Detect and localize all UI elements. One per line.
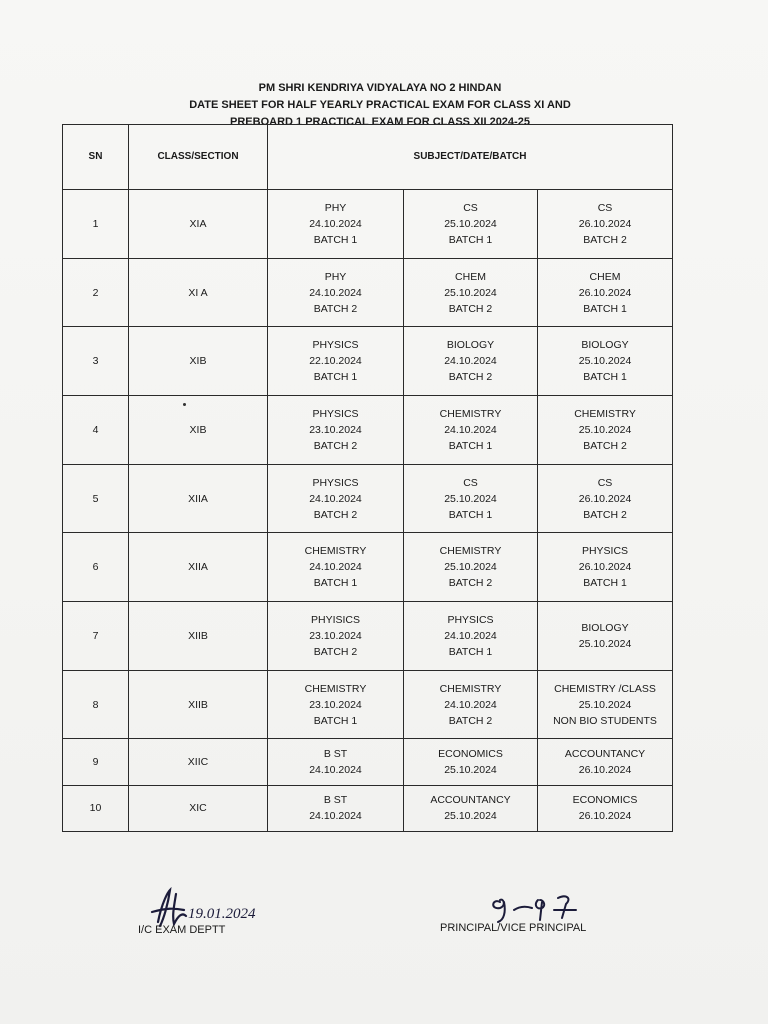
batch-text: BATCH 2 xyxy=(448,371,493,384)
subject-text: CHEM xyxy=(455,270,486,283)
batch-text: BATCH 1 xyxy=(448,508,493,521)
exam-slot-cell xyxy=(268,785,404,831)
subject-text: CHEMISTRY xyxy=(439,682,502,695)
batch-text: BATCH 1 xyxy=(313,371,358,384)
class-section-cell: XIC xyxy=(129,785,268,831)
batch-text: BATCH 2 xyxy=(448,714,493,727)
exam-slot-cell xyxy=(268,670,404,739)
exam-slot-cell xyxy=(268,533,404,602)
subject-text: PHYSICS xyxy=(312,407,359,420)
date-sheet-table xyxy=(62,124,673,832)
class-section-cell: XIIA xyxy=(129,464,268,533)
class-section-cell: XI A xyxy=(129,258,268,327)
date-text: 24.10.2024 xyxy=(444,629,497,642)
sn-cell: 8 xyxy=(63,670,129,739)
subject-text: CHEMISTRY xyxy=(304,682,367,695)
sn-cell: 10 xyxy=(63,785,129,831)
table-row xyxy=(63,327,673,396)
exam-slot-cell xyxy=(538,670,673,739)
subject-text: PHYSICS xyxy=(447,613,494,626)
class-section-cell: XIB xyxy=(129,327,268,396)
table-row xyxy=(63,258,673,327)
sn-cell: 9 xyxy=(63,739,129,785)
subject-text: PHYSICS xyxy=(581,545,629,558)
date-text: 25.10.2024 xyxy=(578,423,632,436)
batch-text: BATCH 1 xyxy=(448,645,493,658)
batch-text: BATCH 2 xyxy=(583,439,627,452)
subject-text: BIOLOGY xyxy=(581,339,629,352)
date-text: 25.10.2024 xyxy=(444,810,497,823)
subject-text: CHEMISTRY xyxy=(304,545,367,558)
subject-text: CHEMISTRY xyxy=(439,407,502,420)
date-text: 24.10.2024 xyxy=(444,355,497,368)
date-text: 23.10.2024 xyxy=(309,629,362,642)
class-section-cell: XIIB xyxy=(129,602,268,671)
table-row xyxy=(63,190,673,259)
batch-text: NON BIO STUDENTS xyxy=(553,714,657,727)
batch-text: BATCH 1 xyxy=(313,577,358,590)
date-text: 24.10.2024 xyxy=(444,698,497,711)
date-text: 24.10.2024 xyxy=(309,492,362,505)
batch-text: BATCH 1 xyxy=(313,714,358,727)
batch-text: BATCH 2 xyxy=(448,577,493,590)
subject-text: PHY xyxy=(324,201,347,214)
date-text: 25.10.2024 xyxy=(444,217,497,230)
date-text: 26.10.2024 xyxy=(578,810,632,823)
exam-slot-cell xyxy=(404,327,538,396)
batch-text: BATCH 1 xyxy=(313,233,358,246)
subject-text: ECONOMICS xyxy=(572,794,638,807)
subject-text: CHEMISTRY xyxy=(574,407,636,420)
exam-slot-cell xyxy=(404,464,538,533)
sn-cell: 7 xyxy=(63,602,129,671)
exam-slot-cell xyxy=(404,258,538,327)
date-text: 24.10.2024 xyxy=(444,423,497,436)
batch-text: BATCH 2 xyxy=(583,233,627,246)
exam-slot-cell xyxy=(538,602,673,671)
school-name: PM SHRI KENDRIYA VIDYALAYA NO 2 HINDAN xyxy=(258,82,502,94)
subject-text: ACCOUNTANCY xyxy=(564,748,646,760)
sn-cell: 3 xyxy=(63,327,129,396)
column-header-class-section: CLASS/SECTION xyxy=(129,125,268,190)
subject-text: CS xyxy=(597,476,613,489)
date-text: 24.10.2024 xyxy=(309,810,362,823)
date-text: 26.10.2024 xyxy=(578,217,632,230)
date-text: 23.10.2024 xyxy=(309,423,362,436)
column-header-sn: SN xyxy=(63,125,129,190)
table-row xyxy=(63,396,673,465)
table-row xyxy=(63,464,673,533)
table-row xyxy=(63,533,673,602)
date-text: 26.10.2024 xyxy=(578,561,632,574)
date-text: 22.10.2024 xyxy=(309,355,362,368)
batch-text: BATCH 1 xyxy=(448,233,493,246)
batch-text: BATCH 2 xyxy=(583,508,627,521)
exam-slot-cell xyxy=(268,396,404,465)
exam-slot-cell xyxy=(538,327,673,396)
exam-dept-label: I/C EXAM DEPTT xyxy=(138,924,226,936)
table-row xyxy=(63,785,673,831)
subject-text: CHEMISTRY xyxy=(439,545,502,558)
exam-slot-cell xyxy=(404,785,538,831)
sn-cell: 5 xyxy=(63,464,129,533)
date-text: 26.10.2024 xyxy=(578,286,632,299)
table-row xyxy=(63,670,673,739)
table-row xyxy=(63,602,673,671)
exam-slot-cell xyxy=(404,739,538,785)
table-row xyxy=(63,739,673,785)
date-text: 26.10.2024 xyxy=(578,764,632,776)
exam-slot-cell xyxy=(268,464,404,533)
date-text: 25.10.2024 xyxy=(578,637,632,650)
exam-slot-cell xyxy=(538,396,673,465)
title-line-1: DATE SHEET FOR HALF YEARLY PRACTICAL EXAM FOR CLASS XI AND xyxy=(189,99,571,111)
date-text: 25.10.2024 xyxy=(578,355,632,368)
subject-text: PHYSICS xyxy=(312,339,359,352)
date-text: 25.10.2024 xyxy=(578,698,632,711)
table-header-row xyxy=(63,125,673,190)
batch-text: BATCH 2 xyxy=(313,439,358,452)
batch-text: BATCH 1 xyxy=(583,577,627,590)
exam-slot-cell xyxy=(538,785,673,831)
date-text: 25.10.2024 xyxy=(444,561,497,574)
subject-text: PHY xyxy=(324,270,347,283)
subject-text: B ST xyxy=(323,748,348,760)
batch-text: BATCH 2 xyxy=(313,508,358,521)
exam-slot-cell xyxy=(404,190,538,259)
batch-text: BATCH 1 xyxy=(583,371,627,384)
exam-slot-cell xyxy=(268,739,404,785)
class-section-cell: XIIA xyxy=(129,533,268,602)
exam-slot-cell xyxy=(538,190,673,259)
principal-label: PRINCIPAL/VICE PRINCIPAL xyxy=(440,922,587,934)
column-header-subject-date-batch: SUBJECT/DATE/BATCH xyxy=(268,125,673,190)
subject-text: CHEMISTRY /CLASS xyxy=(554,682,656,695)
exam-slot-cell xyxy=(268,190,404,259)
batch-text: BATCH 1 xyxy=(448,439,493,452)
exam-slot-cell xyxy=(268,258,404,327)
exam-slot-cell xyxy=(404,533,538,602)
exam-slot-cell xyxy=(404,396,538,465)
subject-text: PHYISICS xyxy=(310,613,360,626)
exam-slot-cell xyxy=(404,602,538,671)
title-line-2: PREBOARD 1 PRACTICAL EXAM FOR CLASS XII 2024-25 xyxy=(230,116,530,128)
class-section-cell: XIIB xyxy=(129,670,268,739)
subject-text: BIOLOGY xyxy=(581,621,629,634)
batch-text: BATCH 2 xyxy=(448,302,493,315)
exam-slot-cell xyxy=(404,670,538,739)
date-text: 24.10.2024 xyxy=(309,217,362,230)
date-text: 23.10.2024 xyxy=(309,698,362,711)
exam-slot-cell xyxy=(268,327,404,396)
class-section-cell: XIB xyxy=(129,396,268,465)
date-text: 25.10.2024 xyxy=(444,492,497,505)
exam-slot-cell xyxy=(538,258,673,327)
sn-cell: 2 xyxy=(63,258,129,327)
subject-text: BIOLOGY xyxy=(446,339,495,352)
batch-text: BATCH 2 xyxy=(313,302,358,315)
subject-text: CS xyxy=(463,476,478,489)
subject-text: B ST xyxy=(323,794,348,807)
sn-cell: 1 xyxy=(63,190,129,259)
exam-slot-cell xyxy=(538,533,673,602)
subject-text: CS xyxy=(597,201,613,214)
date-text: 24.10.2024 xyxy=(309,286,362,299)
sn-cell: 4 xyxy=(63,396,129,465)
batch-text: BATCH 1 xyxy=(583,302,627,315)
date-text: 25.10.2024 xyxy=(444,764,497,776)
signature-date: 19.01.2024 xyxy=(188,906,256,922)
sn-cell: 6 xyxy=(63,533,129,602)
subject-text: PHYSICS xyxy=(312,476,359,489)
date-text: 24.10.2024 xyxy=(309,764,362,776)
ink-speck xyxy=(183,403,186,406)
date-text: 26.10.2024 xyxy=(578,492,632,505)
class-section-cell: XIIC xyxy=(129,739,268,785)
batch-text: BATCH 2 xyxy=(313,645,358,658)
subject-text: CS xyxy=(463,201,478,214)
date-text: 24.10.2024 xyxy=(309,561,362,574)
exam-slot-cell xyxy=(538,739,673,785)
subject-text: CHEM xyxy=(589,270,621,283)
date-text: 25.10.2024 xyxy=(444,286,497,299)
class-section-cell: XIA xyxy=(129,190,268,259)
exam-slot-cell xyxy=(268,602,404,671)
subject-text: ECONOMICS xyxy=(438,748,503,760)
exam-slot-cell xyxy=(538,464,673,533)
subject-text: ACCOUNTANCY xyxy=(430,794,511,807)
